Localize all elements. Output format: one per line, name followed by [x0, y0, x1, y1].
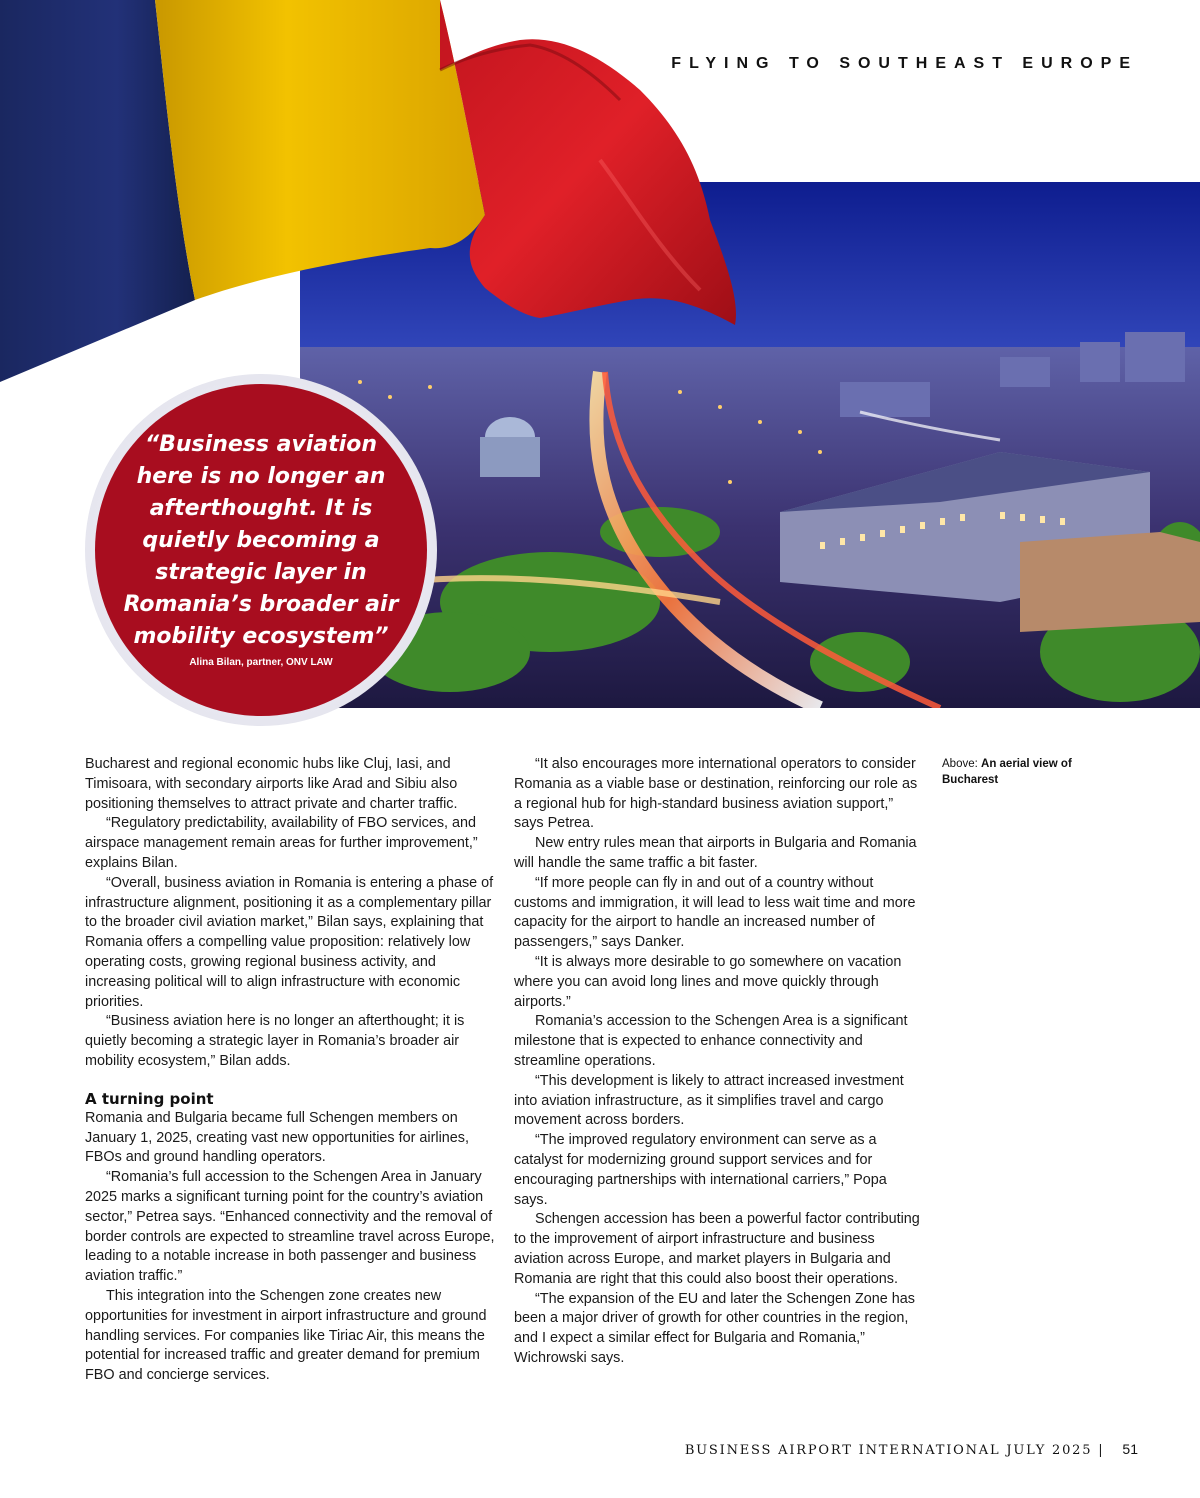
pull-quote-attribution: Alina Bilan, partner, ONV LAW	[189, 656, 333, 668]
paragraph: “Overall, business aviation in Romania is entering a phase of infrastructure alignment, positioning it as a complementary pillar to the broader civil aviation market,” Bilan says, explaining that Romania offers a compelling value proposition: relatively low operating costs, growing regional business activity, and increasing political will to align infrastructure with economic priorities.	[85, 874, 494, 1010]
article-column-1	[85, 755, 497, 1386]
paragraph: New entry rules mean that airports in Bulgaria and Romania will handle the same traffic a bit faster.	[514, 835, 917, 871]
caption-text: An aerial view of Bucharest	[942, 758, 1072, 786]
paragraph: “It also encourages more international operators to consider Romania as a viable base or destination, reinforcing our role as a regional hub for high-standard business aviation support,” says Petrea.	[514, 756, 918, 832]
romanian-flag-image	[0, 0, 760, 405]
page-number: 51	[1122, 1441, 1138, 1457]
paragraph: This integration into the Schengen zone creates new opportunities for investment in airport infrastructure and ground handling services. For companies like Tiriac Air, this means the potential for increased traffic and greater demand for premium FBO and concierge services.	[85, 1287, 487, 1384]
paragraph: “If more people can fly in and out of a country without customs and immigration, it will lead to less wait time and more capacity for the airport to handle an increased number of passengers,” says Danker.	[514, 874, 916, 951]
paragraph: “This development is likely to attract increased investment into aviation infrastructure, as it simplifies travel and cargo movement across borders.	[514, 1072, 904, 1129]
pull-quote	[95, 384, 427, 716]
publication-name: BUSINESS AIRPORT INTERNATIONAL JULY 2025 |	[684, 1443, 1105, 1458]
paragraph: “It is always more desirable to go somewhere on vacation where you can avoid long lines and move quickly through airports.”	[514, 953, 902, 1010]
section-title: FLYING TO SOUTHEAST EUROPE	[671, 55, 1138, 72]
subheading: A turning point	[85, 1089, 214, 1108]
paragraph: “Business aviation here is no longer an afterthought; it is quietly becoming a strategic layer in Romania’s broader air mobility ecosystem,” Bilan adds.	[85, 1013, 465, 1069]
paragraph: “Regulatory predictability, availability of FBO services, and airspace management remain areas for further improvement,” explains Bilan.	[85, 815, 478, 871]
paragraph: Romania’s accession to the Schengen Area is a significant milestone that is expected to enhance connectivity and streamline operations.	[514, 1013, 908, 1069]
paragraph: “Romania’s full accession to the Schengen Area in January 2025 marks a significant turning point for the country’s aviation sector,” Petrea says. “Enhanced connectivity and the removal of border controls are expected to streamline travel across Europe, leading to a notable increase in both passenger and business aviation traffic.”	[85, 1169, 495, 1285]
paragraph: “The improved regulatory environment can serve as a catalyst for modernizing ground support services and for encouraging partnerships with international carriers,” Popa says.	[514, 1132, 887, 1208]
page-footer	[685, 1441, 1138, 1458]
article-column-2	[514, 755, 922, 1369]
paragraph: Schengen accession has been a powerful factor contributing to the improvement of airport infrastructure and business aviation across Europe, and market players in Bulgaria and Romania are right that this could also boost their operations.	[514, 1211, 920, 1287]
pull-quote-text: “Business aviation here is no longer an afterthought. It is quietly becoming a strategic layer in Romania’s broader air mobility ecosystem”	[123, 431, 399, 649]
photo-caption	[942, 756, 1092, 788]
paragraph: “The expansion of the EU and later the Schengen Zone has been a major driver of growth for other countries in the region, and I expect a similar effect for Bulgaria and Romania,” Wichrowski says.	[514, 1290, 916, 1366]
paragraph: Bucharest and regional economic hubs like Cluj, Iasi, and Timisoara, with secondary airports like Arad and Sibiu also positioning themselves to attract private and charter traffic.	[85, 756, 458, 812]
caption-prefix: Above:	[942, 758, 978, 770]
paragraph: Romania and Bulgaria became full Schengen members on January 1, 2025, creating vast new opportunities for airlines, FBOs and ground handling operators.	[85, 1109, 469, 1166]
